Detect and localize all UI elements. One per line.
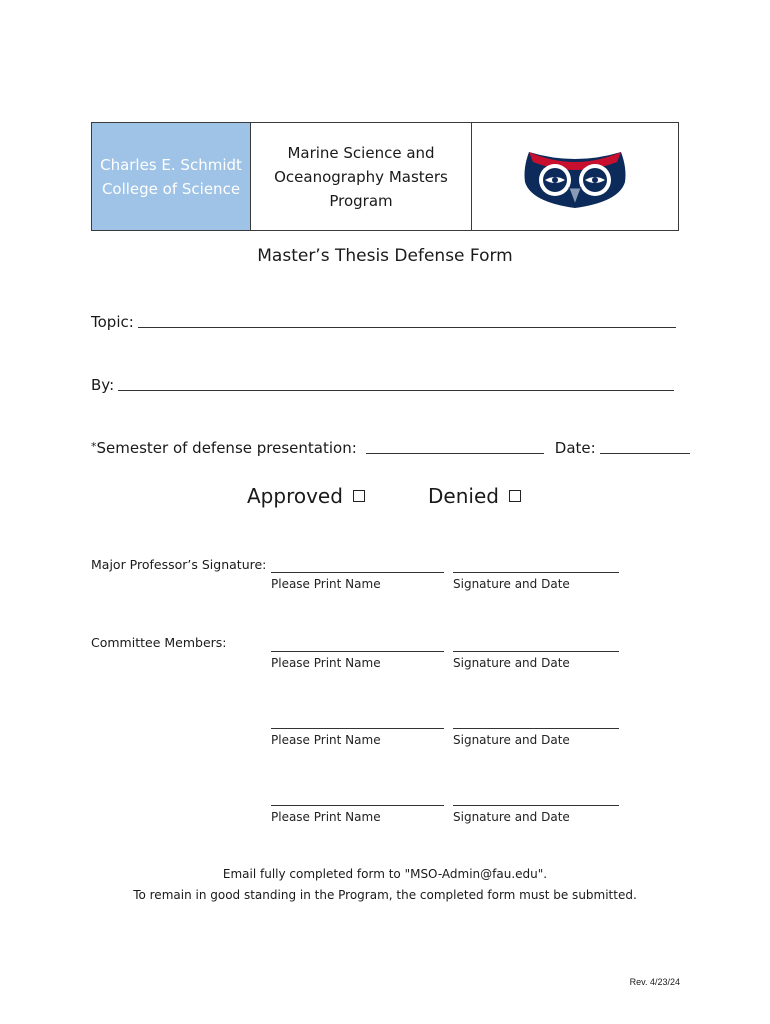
- approved-option[interactable]: [247, 484, 365, 508]
- committee-3-signature-line[interactable]: [453, 804, 619, 806]
- major-professor-print-line[interactable]: [271, 571, 444, 573]
- approved-checkbox[interactable]: [353, 490, 365, 502]
- committee-2-print-line[interactable]: [271, 727, 444, 729]
- committee-1-print-line[interactable]: [271, 650, 444, 652]
- topic-input-line[interactable]: [138, 326, 676, 328]
- signature-date-caption: Signature and Date: [453, 656, 570, 670]
- semester-label: Semester of defense presentation:: [96, 439, 357, 457]
- topic-label: Topic:: [91, 313, 134, 331]
- standing-instruction: To remain in good standing in the Program, the completed form must be submitted.: [133, 888, 637, 902]
- by-label: By:: [91, 376, 115, 394]
- owl-logo-icon: [519, 144, 631, 210]
- program-name: Marine Science and Oceanography Masters Program: [274, 143, 448, 210]
- major-professor-label: Major Professor’s Signature:: [91, 557, 267, 572]
- date-label: Date:: [554, 439, 596, 457]
- college-name: Charles E. Schmidt College of Science: [100, 155, 242, 198]
- header-table: [91, 122, 679, 231]
- by-row: [91, 376, 674, 394]
- semester-asterisk: *: [91, 440, 97, 453]
- semester-input-line[interactable]: [366, 452, 544, 454]
- logo-cell: [472, 123, 678, 230]
- denied-option[interactable]: [428, 484, 521, 508]
- committee-1-signature-line[interactable]: [453, 650, 619, 652]
- topic-row: [91, 313, 676, 331]
- signature-date-caption: Signature and Date: [453, 577, 570, 591]
- denied-checkbox[interactable]: [509, 490, 521, 502]
- revision-date: Rev. 4/23/24: [629, 977, 680, 987]
- form-title: Master’s Thesis Defense Form: [257, 246, 513, 266]
- signature-date-caption: Signature and Date: [453, 810, 570, 824]
- print-name-caption: Please Print Name: [271, 810, 381, 824]
- email-instruction: Email fully completed form to "MSO-Admin@fau.edu".: [222, 867, 548, 881]
- program-cell: [251, 123, 472, 230]
- major-professor-signature-line[interactable]: [453, 571, 619, 573]
- signature-date-caption: Signature and Date: [453, 733, 570, 747]
- print-name-caption: Please Print Name: [271, 577, 381, 591]
- date-input-line[interactable]: [600, 452, 690, 454]
- semester-row: [91, 439, 690, 457]
- committee-label: Committee Members:: [91, 635, 227, 650]
- print-name-caption: Please Print Name: [271, 733, 381, 747]
- print-name-caption: Please Print Name: [271, 656, 381, 670]
- committee-2-signature-line[interactable]: [453, 727, 619, 729]
- approved-label: Approved: [247, 484, 343, 508]
- college-cell: [92, 123, 251, 230]
- by-input-line[interactable]: [118, 389, 674, 391]
- committee-3-print-line[interactable]: [271, 804, 444, 806]
- denied-label: Denied: [428, 484, 499, 508]
